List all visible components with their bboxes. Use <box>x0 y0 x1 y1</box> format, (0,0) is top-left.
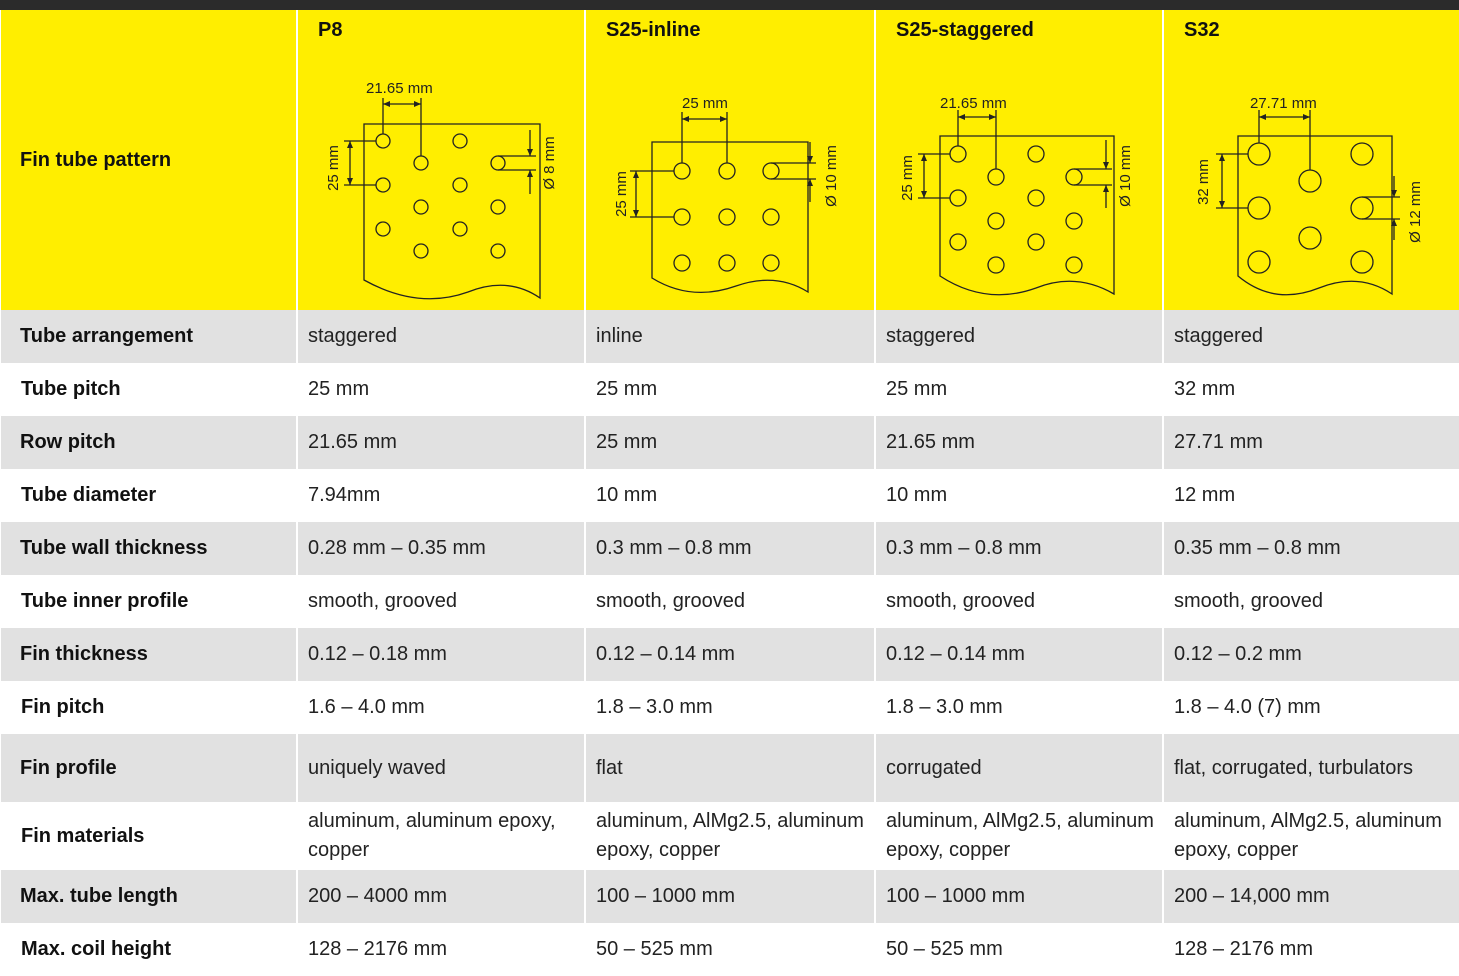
fin-tube-pattern-label: Fin tube pattern <box>1 10 297 310</box>
cell-s25-inline: aluminum, AlMg2.5, aluminum epoxy, copper <box>585 802 875 870</box>
cell-p8: 25 mm <box>297 363 585 416</box>
row-label: Fin profile <box>1 734 297 802</box>
cell-s25-staggered: 0.12 – 0.14 mm <box>875 628 1163 681</box>
cell-p8: 0.12 – 0.18 mm <box>297 628 585 681</box>
model-name-s25-staggered: S25-staggered <box>896 19 1034 41</box>
cell-p8: 7.94mm <box>297 469 585 522</box>
cell-p8: 1.6 – 4.0 mm <box>297 681 585 734</box>
spec-row-fin-pitch <box>1 681 1459 734</box>
s25-inline-tubes <box>674 163 779 271</box>
s32-row-pitch-label: 27.71 mm <box>1250 95 1317 112</box>
s25-inline-tube-pitch-label: 25 mm <box>613 171 630 217</box>
cell-s32: 128 – 2176 mm <box>1163 923 1459 976</box>
cell-s25-inline: 0.3 mm – 0.8 mm <box>585 522 875 575</box>
cell-s25-inline: 10 mm <box>585 469 875 522</box>
model-s25-staggered-cell <box>875 10 1163 310</box>
p8-tube-pattern-diagram <box>308 72 578 308</box>
row-label: Max. tube length <box>1 870 297 923</box>
cell-s25-inline: 25 mm <box>585 416 875 469</box>
cell-s25-staggered: smooth, grooved <box>875 575 1163 628</box>
cell-p8: smooth, grooved <box>297 575 585 628</box>
cell-s25-staggered: 100 – 1000 mm <box>875 870 1163 923</box>
row-label: Row pitch <box>1 416 297 469</box>
spec-row-tube-diameter <box>1 469 1459 522</box>
spec-row-tube-inner-profile <box>1 575 1459 628</box>
cell-s32: 0.35 mm – 0.8 mm <box>1163 522 1459 575</box>
model-name-s32: S32 <box>1184 19 1220 41</box>
cell-s25-inline: flat <box>585 734 875 802</box>
cell-s32: smooth, grooved <box>1163 575 1459 628</box>
s32-diameter-label: Ø 12 mm <box>1407 181 1424 243</box>
p8-tube-pitch-label: 25 mm <box>325 145 342 191</box>
cell-s25-staggered: staggered <box>875 310 1163 363</box>
p8-tubes <box>376 134 505 258</box>
cell-p8: 200 – 4000 mm <box>297 870 585 923</box>
spec-row-tube-arrangement <box>1 310 1459 363</box>
cell-s25-inline: inline <box>585 310 875 363</box>
cell-s25-inline: 50 – 525 mm <box>585 923 875 976</box>
cell-s25-staggered: 0.3 mm – 0.8 mm <box>875 522 1163 575</box>
cell-s25-staggered: 21.65 mm <box>875 416 1163 469</box>
row-label: Tube inner profile <box>1 575 297 628</box>
s25-inline-diameter-label: Ø 10 mm <box>823 145 840 207</box>
s25-inline-tube-pattern-diagram <box>596 72 872 308</box>
cell-p8: staggered <box>297 310 585 363</box>
cell-s25-staggered: corrugated <box>875 734 1163 802</box>
s25-inline-row-pitch-label: 25 mm <box>682 95 728 112</box>
model-name-p8: P8 <box>318 19 343 41</box>
spec-row-fin-thickness <box>1 628 1459 681</box>
row-label: Fin materials <box>1 802 297 870</box>
cell-s32: flat, corrugated, turbulators <box>1163 734 1459 802</box>
cell-s25-inline: 25 mm <box>585 363 875 416</box>
s25-staggered-tube-pitch-label: 25 mm <box>899 155 916 201</box>
row-label: Tube diameter <box>1 469 297 522</box>
s32-tube-pitch-label: 32 mm <box>1195 159 1212 205</box>
model-s25-inline-cell <box>585 10 875 310</box>
cell-s25-inline: 1.8 – 3.0 mm <box>585 681 875 734</box>
spec-row-tube-pitch <box>1 363 1459 416</box>
spec-row-fin-materials <box>1 802 1459 870</box>
cell-p8: 21.65 mm <box>297 416 585 469</box>
cell-s25-inline: smooth, grooved <box>585 575 875 628</box>
spec-row-fin-profile <box>1 734 1459 802</box>
row-label: Tube wall thickness <box>1 522 297 575</box>
row-label: Max. coil height <box>1 923 297 976</box>
top-bar <box>0 0 1459 10</box>
cell-s25-inline: 0.12 – 0.14 mm <box>585 628 875 681</box>
spec-row-tube-wall-thickness <box>1 522 1459 575</box>
s25-staggered-row-pitch-label: 21.65 mm <box>940 95 1007 112</box>
s25-staggered-tubes <box>950 146 1082 273</box>
cell-s32: 200 – 14,000 mm <box>1163 870 1459 923</box>
model-p8-cell <box>297 10 585 310</box>
s25-staggered-diameter-label: Ø 10 mm <box>1117 145 1134 207</box>
cell-s32: staggered <box>1163 310 1459 363</box>
row-label: Tube arrangement <box>1 310 297 363</box>
cell-s25-inline: 100 – 1000 mm <box>585 870 875 923</box>
cell-s25-staggered: 1.8 – 3.0 mm <box>875 681 1163 734</box>
cell-s25-staggered: aluminum, AlMg2.5, aluminum epoxy, copper <box>875 802 1163 870</box>
cell-p8: 0.28 mm – 0.35 mm <box>297 522 585 575</box>
row-label: Tube pitch <box>1 363 297 416</box>
model-s32-cell <box>1163 10 1459 310</box>
spec-row-max-tube-length <box>1 870 1459 923</box>
row-label: Fin thickness <box>1 628 297 681</box>
row-label: Fin pitch <box>1 681 297 734</box>
cell-p8: uniquely waved <box>297 734 585 802</box>
cell-s32: 32 mm <box>1163 363 1459 416</box>
spec-row-max-coil-height <box>1 923 1459 976</box>
cell-s25-staggered: 25 mm <box>875 363 1163 416</box>
cell-p8: aluminum, aluminum epoxy, copper <box>297 802 585 870</box>
header-row <box>1 10 1459 310</box>
s32-tube-pattern-diagram <box>1174 72 1459 308</box>
spec-row-row-pitch <box>1 416 1459 469</box>
cell-p8: 128 – 2176 mm <box>297 923 585 976</box>
cell-s32: 12 mm <box>1163 469 1459 522</box>
cell-s25-staggered: 50 – 525 mm <box>875 923 1163 976</box>
cell-s32: 27.71 mm <box>1163 416 1459 469</box>
cell-s25-staggered: 10 mm <box>875 469 1163 522</box>
p8-row-pitch-label: 21.65 mm <box>366 80 433 97</box>
p8-diameter-label: Ø 8 mm <box>541 136 558 190</box>
s25-staggered-tube-pattern-diagram <box>886 72 1162 308</box>
cell-s32: aluminum, AlMg2.5, aluminum epoxy, copper <box>1163 802 1459 870</box>
model-name-s25-inline: S25-inline <box>606 19 701 41</box>
cell-s32: 0.12 – 0.2 mm <box>1163 628 1459 681</box>
cell-s32: 1.8 – 4.0 (7) mm <box>1163 681 1459 734</box>
fin-tube-spec-table <box>0 10 1459 976</box>
